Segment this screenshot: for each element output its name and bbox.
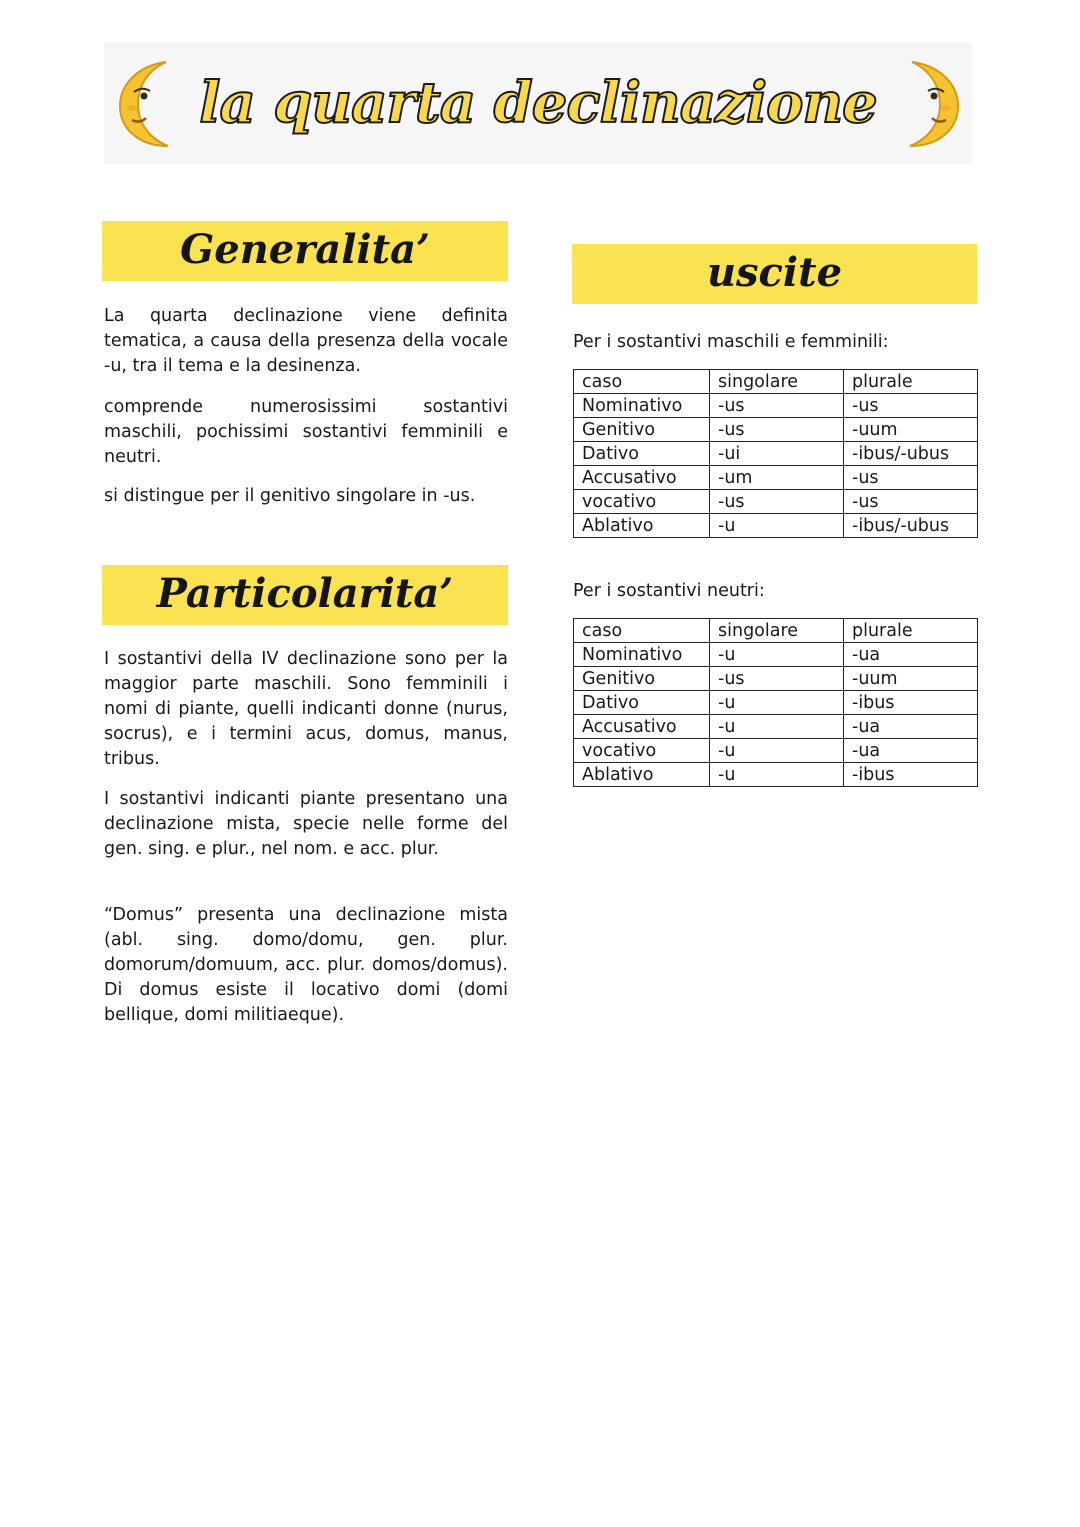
plurale-cell: -ibus/-ubus [844, 442, 978, 466]
case-cell: Dativo [574, 442, 710, 466]
case-cell: Genitivo [574, 667, 710, 691]
case-cell: vocativo [574, 490, 710, 514]
moon-face-right-icon [892, 58, 964, 150]
neutri-label: Per i sostantivi neutri: [573, 581, 765, 601]
plurale-cell: -uum [844, 667, 978, 691]
moon-face-left-icon [114, 58, 186, 150]
case-cell: Accusativo [574, 466, 710, 490]
plurale-cell: -us [844, 394, 978, 418]
table-row [574, 514, 978, 538]
generalita-heading: Generalita’ [102, 221, 508, 281]
generalita-paragraph-2: comprende numerosissimi sostantivi maschili, pochissimi sostantivi femminili e neutri. [104, 397, 508, 467]
table-row [574, 394, 978, 418]
case-cell: Nominativo [574, 643, 710, 667]
generalita-paragraph-1: La quarta declinazione viene definita tematica, a causa della presenza della vocale -u, tra il tema e la desinenza. [104, 306, 508, 376]
table-row [574, 490, 978, 514]
singolare-cell: -u [710, 691, 844, 715]
plurale-cell: -ua [844, 739, 978, 763]
plurale-cell: -uum [844, 418, 978, 442]
uscite-heading: uscite [572, 244, 977, 304]
singolare-cell: -u [710, 715, 844, 739]
plurale-cell: -ibus [844, 691, 978, 715]
case-cell: Nominativo [574, 394, 710, 418]
singolare-cell: -u [710, 739, 844, 763]
plurale-cell: -ua [844, 643, 978, 667]
header-plurale: plurale [844, 619, 978, 643]
header-caso: caso [574, 370, 710, 394]
table-row [574, 715, 978, 739]
case-cell: Ablativo [574, 763, 710, 787]
page-title: la quarta declinazione [199, 70, 877, 136]
generalita-paragraph-3: si distingue per il genitivo singolare in -us. [104, 486, 476, 506]
title-banner [104, 42, 972, 164]
header-plurale: plurale [844, 370, 978, 394]
singolare-cell: -us [710, 394, 844, 418]
neutri-table [573, 618, 978, 787]
singolare-cell: -u [710, 763, 844, 787]
case-cell: Dativo [574, 691, 710, 715]
particolarita-heading: Particolarita’ [102, 565, 508, 625]
plurale-cell: -us [844, 466, 978, 490]
case-cell: vocativo [574, 739, 710, 763]
particolarita-paragraph-1: I sostantivi della IV declinazione sono per la maggior parte maschili. Sono femminili i nomi di piante, quelli indicanti donne (nurus, socrus), e i termini acus, domus, manus, tribus. [104, 649, 508, 769]
header-singolare: singolare [710, 370, 844, 394]
table-row [574, 691, 978, 715]
table-row [574, 442, 978, 466]
case-cell: Accusativo [574, 715, 710, 739]
plurale-cell: -ibus [844, 763, 978, 787]
table-row [574, 667, 978, 691]
plurale-cell: -us [844, 490, 978, 514]
singolare-cell: -u [710, 514, 844, 538]
header-caso: caso [574, 619, 710, 643]
maschili-femminili-table [573, 369, 978, 538]
singolare-cell: -us [710, 490, 844, 514]
table-row [574, 418, 978, 442]
table-header-row [574, 619, 978, 643]
maschili-label: Per i sostantivi maschili e femminili: [573, 332, 889, 352]
particolarita-paragraph-3: “Domus” presenta una declinazione mista (abl. sing. domo/domu, gen. plur. domorum/domuum, acc. plur. domos/domus). Di domus esiste il locativo domi (domi bellique, domi militiaeque). [104, 905, 508, 1025]
table-row [574, 643, 978, 667]
singolare-cell: -um [710, 466, 844, 490]
plurale-cell: -ua [844, 715, 978, 739]
singolare-cell: -us [710, 667, 844, 691]
case-cell: Ablativo [574, 514, 710, 538]
table-header-row [574, 370, 978, 394]
singolare-cell: -ui [710, 442, 844, 466]
header-singolare: singolare [710, 619, 844, 643]
singolare-cell: -u [710, 643, 844, 667]
case-cell: Genitivo [574, 418, 710, 442]
table-row [574, 763, 978, 787]
singolare-cell: -us [710, 418, 844, 442]
table-row [574, 739, 978, 763]
particolarita-paragraph-2: I sostantivi indicanti piante presentano una declinazione mista, specie nelle forme del gen. sing. e plur., nel nom. e acc. plur. [104, 789, 508, 859]
table-row [574, 466, 978, 490]
plurale-cell: -ibus/-ubus [844, 514, 978, 538]
